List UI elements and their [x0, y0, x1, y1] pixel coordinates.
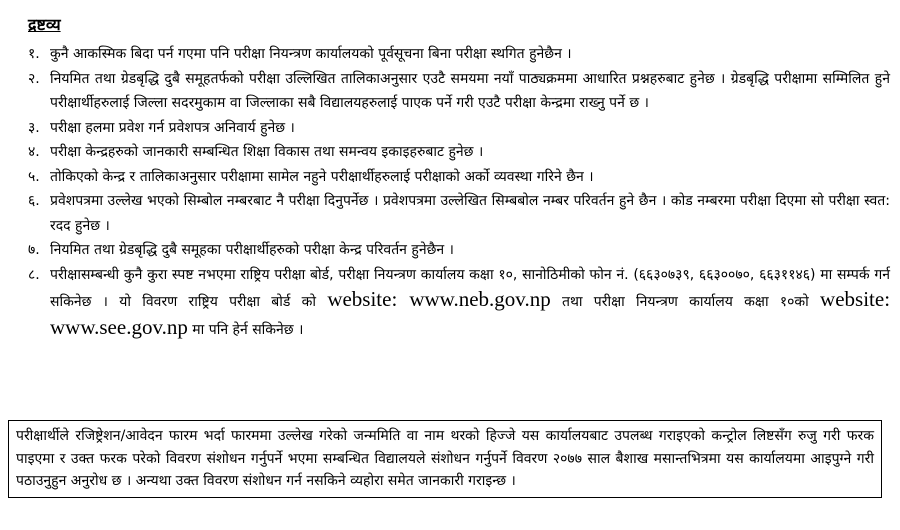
item-text: नियमित तथा ग्रेडबृद्धि दुबै समूहका परीक्षार्थीहरुको परीक्षा केन्द्र परिवर्तन हुनेछैन । [50, 242, 454, 258]
neb-website-link[interactable]: website: www.neb.gov.np [327, 287, 551, 311]
section-heading: द्रष्टव्य [28, 15, 61, 34]
list-item [28, 42, 890, 67]
item-number: ५. [28, 168, 40, 185]
item-number: ७. [28, 242, 40, 258]
item-text [50, 263, 890, 343]
item-number: ४. [28, 144, 40, 160]
list-item [28, 67, 890, 116]
item-text: कुनै आकस्मिक बिदा पर्न गएमा पनि परीक्षा नियन्त्रण कार्यालयको पूर्वसूचना बिना परीक्षा स्थगित हुनेछैन । [50, 46, 572, 62]
item-text: तोकिएको केन्द्र र तालिकाअनुसार परीक्षामा सामेल नहुने परीक्षार्थीहरुलाई परीक्षाको अर्को व्यवस्था गरिने छैन । [50, 168, 594, 185]
notice-box: परीक्षार्थीले रजिष्ट्रेशन/आवेदन फारम भर्दा फारममा उल्लेख गरेको जन्ममिति वा नाम थरको हिज्जे यस कार्यालयबाट उपलब्ध गराइएको कन्ट्रोल लिष्टसँग रुजु गरी फरक पाइएमा र उक्त फरक परेको विवरण संशोधन गर्नुपर्ने भएमा सम्बन्धित विद्यालयले संशोधन गर्नुपर्ने विवरण २०७७ साल बैशाख मसान्तभित्रमा यस कार्यालयमा आइपुग्ने गरी पठाउनुहुन अनुरोध छ । अन्यथा उक्त विवरण संशोधन गर्न नसकिने व्यहोरा समेत जानकारी गराइन्छ । [8, 420, 882, 498]
item-number: २. [28, 70, 40, 87]
list-item [28, 116, 890, 141]
list-item [28, 238, 890, 263]
item-text: नियमित तथा ग्रेडबृद्धि दुबै समूहतर्फको परीक्षा उल्लिखित तालिकाअनुसार एउटै समयमा नयाँ पाठ्यक्रममा आधारित प्रश्नहरुबाट हुनेछ । ग्रेडबृद्धि परीक्षामा सम्मिलित हुने परीक्षार्थीहरुलाई जिल्ला सदरमुकाम वा जिल्लाका सबै विद्यालयहरुलाई पाएक पर्ने गरी एउटै परीक्षा केन्द्रमा राख्नु पर्ने छ । [50, 70, 890, 111]
contact-text: परीक्षासम्बन्धी कुनै कुरा स्पष्ट नभएमा राष्ट्रिय परीक्षा बोर्ड, परीक्षा नियन्त्रण कार्यालय कक्षा १०, सानोठिमीको फोन नं. (६६३०७३९, ६६३००७०, ६६३११४६) मा सम्पर्क गर्न सकिनेछ । यो विवरण राष्ट्रिय परीक्षा बोर्ड को [50, 266, 890, 310]
notes-section [28, 14, 890, 342]
notes-list [28, 42, 890, 342]
contact-text-end: मा पनि हेर्न सकिनेछ । [192, 321, 304, 338]
item-number: ८. [28, 266, 40, 283]
list-item [28, 189, 890, 238]
list-item [28, 165, 890, 190]
item-text: प्रवेशपत्रमा उल्लेख भएको सिम्बोल नम्बरबाट नै परीक्षा दिनुपर्नेछ । प्रवेशपत्रमा उल्लेखित सिम्बबोल नम्बर परिवर्तन हुने छैन । कोड नम्बरमा परीक्षा दिएमा सो परीक्षा स्वत: रदद हुनेछ । [50, 193, 890, 234]
list-item [28, 140, 890, 165]
item-text: परीक्षा केन्द्रहरुको जानकारी सम्बन्धित शिक्षा विकास तथा समन्वय इकाइहरुबाट हुनेछ । [50, 144, 484, 160]
item-number: १. [28, 46, 40, 62]
contact-text-mid: तथा परीक्षा नियन्त्रण कार्यालय कक्षा १०को [561, 294, 809, 310]
list-item-contact [28, 263, 890, 343]
item-text: परीक्षा हलमा प्रवेश गर्न प्रवेशपत्र अनिवार्य हुनेछ । [50, 119, 295, 136]
item-number: ३. [28, 119, 40, 136]
item-number: ६. [28, 193, 40, 209]
see-website-link[interactable]: website: www.see.gov.np [50, 287, 891, 339]
